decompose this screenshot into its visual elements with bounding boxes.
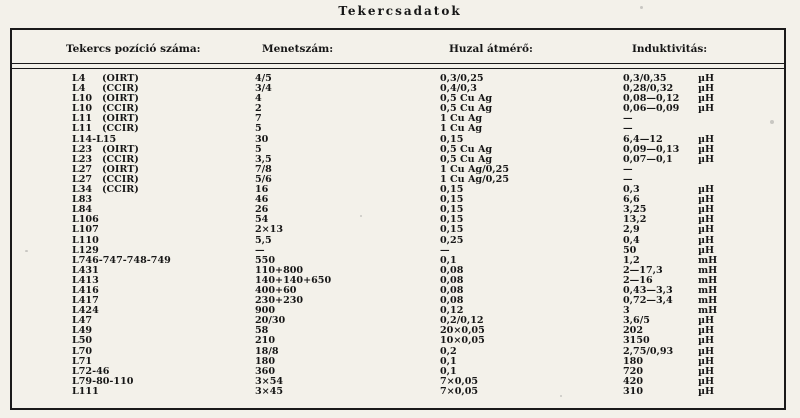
cell-unit: mH [698,305,718,317]
cell-turns: 400+60 [255,284,297,296]
cell-band: (OIRT) [102,73,139,84]
cell-unit: µH [698,93,715,105]
cell-wire: 0,1 [440,254,457,266]
cell-unit: µH [698,315,715,327]
cell-pos: L79-80-110 [72,375,134,387]
cell-turns: 2×13 [255,224,284,236]
cell-ind: — [623,123,633,135]
cell-unit: µH [698,83,715,95]
cell-pos: L110 [72,234,99,246]
table-row [0,336,800,346]
cell-unit: µH [698,345,715,357]
table-row [0,387,800,397]
cell-turns: 7/8 [255,163,272,175]
cell-turns: 900 [255,305,276,317]
cell-ind: 0,3 [623,184,640,196]
cell-ind: 2—17,3 [623,264,663,276]
cell-ind: 0,08—0,12 [623,93,680,105]
cell-turns: 360 [255,365,276,377]
cell-ind: — [623,173,633,185]
cell-pos: L84 [72,204,93,216]
cell-pos: L10 [72,103,93,115]
cell-wire: 0,5 Cu Ag [440,103,493,115]
cell-pos: L746-747-748-749 [72,254,171,266]
table-row [0,347,800,357]
cell-wire: 0,1 [440,355,457,367]
cell-turns: 5 [255,143,262,155]
cell-turns: 54 [255,214,269,226]
header-inductance: Induktivitás: [632,43,708,55]
cell-turns: 5 [255,123,262,135]
cell-wire: 0,1 [440,365,457,377]
cell-ind: 2—16 [623,274,653,286]
cell-band: (CCIR) [102,173,139,185]
cell-ind: 6,6 [623,194,640,206]
cell-pos: L417 [72,295,99,307]
table-row [0,326,800,336]
cell-unit: µH [698,214,715,226]
cell-wire: 1 Cu Ag [440,113,483,125]
cell-unit: µH [698,204,715,216]
cell-ind: 0,06—0,09 [623,103,680,115]
cell-turns: 3/4 [255,83,272,95]
cell-ind: 3150 [623,335,650,347]
cell-turns: 5/6 [255,173,272,185]
cell-pos: L70 [72,345,93,357]
table-row [0,124,800,134]
cell-wire: 20×0,05 [440,325,485,337]
cell-ind: 50 [623,244,637,256]
cell-band: (OIRT) [102,113,139,125]
cell-turns: 550 [255,254,276,266]
table-row [0,276,800,286]
cell-wire: 1 Cu Ag/0,25 [440,163,509,175]
scan-speck [25,250,28,252]
cell-ind: 3,25 [623,204,647,216]
cell-band: (CCIR) [102,123,139,135]
cell-wire: 0,15 [440,133,464,145]
table-row [0,185,800,195]
table-row [0,215,800,225]
cell-pos: L4 [72,83,86,95]
cell-pos: L34 [72,184,93,196]
table-row [0,377,800,387]
cell-unit: mH [698,254,718,266]
cell-ind: 13,2 [623,214,647,226]
cell-ind: 420 [623,375,644,387]
cell-pos: L27 [72,173,93,185]
header-position: Tekercs pozíció száma: [66,43,201,55]
table-row [0,357,800,367]
cell-unit: µH [698,355,715,367]
cell-wire: 0,3/0,25 [440,73,484,84]
cell-pos: L11 [72,113,93,125]
cell-wire: 7×0,05 [440,385,479,397]
cell-wire: 0,15 [440,224,464,236]
cell-pos: L4 [72,73,86,84]
cell-wire: 0,15 [440,214,464,226]
table-row [0,195,800,205]
table-row [0,266,800,276]
cell-pos: L49 [72,325,93,337]
table-row [0,236,800,246]
cell-turns: 30 [255,133,269,145]
cell-turns: 58 [255,325,269,337]
cell-wire: 0,25 [440,234,464,246]
cell-turns: 3×54 [255,375,284,387]
table-row [0,316,800,326]
header-rule-top [12,63,784,64]
cell-turns: 7 [255,113,262,125]
cell-turns: 18/8 [255,345,279,357]
cell-wire: 0,5 Cu Ag [440,143,493,155]
cell-pos: L424 [72,305,99,317]
cell-unit: µH [698,234,715,246]
cell-unit: µH [698,375,715,387]
cell-unit: µH [698,133,715,145]
cell-turns: 140+140+650 [255,274,332,286]
cell-ind: 310 [623,385,644,397]
cell-pos: L23 [72,143,93,155]
table-title: Tekercsadatok [338,4,462,18]
cell-pos: L431 [72,264,99,276]
cell-ind: — [623,113,633,125]
cell-unit: µH [698,224,715,236]
cell-ind: 0,4 [623,234,640,246]
cell-band: (CCIR) [102,153,139,165]
cell-wire: 0,2 [440,345,457,357]
cell-ind: 3,6/5 [623,315,650,327]
cell-pos: L416 [72,284,99,296]
cell-unit: µH [698,194,715,206]
cell-pos: L27 [72,163,93,175]
cell-wire: 7×0,05 [440,375,479,387]
cell-wire: 0,08 [440,284,464,296]
cell-pos: L71 [72,355,93,367]
cell-wire: 0,2/0,12 [440,315,484,327]
cell-wire: 0,4/0,3 [440,83,477,95]
cell-band: (OIRT) [102,93,139,105]
cell-turns: 4 [255,93,262,105]
cell-unit: µH [698,385,715,397]
cell-ind: 202 [623,325,644,337]
cell-turns: 230+230 [255,295,304,307]
cell-wire: 0,12 [440,305,464,317]
cell-unit: mH [698,274,718,286]
cell-unit: µH [698,153,715,165]
cell-ind: 0,28/0,32 [623,83,674,95]
cell-unit: mH [698,295,718,307]
cell-pos: L107 [72,224,99,236]
cell-pos: L23 [72,153,93,165]
cell-turns: 2 [255,103,262,115]
cell-turns: 110+800 [255,264,304,276]
cell-pos: L72-46 [72,365,110,377]
cell-wire: 0,15 [440,194,464,206]
cell-unit: µH [698,184,715,196]
cell-ind: 0,72—3,4 [623,295,673,307]
table-body [0,74,800,397]
table-row [0,205,800,215]
cell-unit: mH [698,264,718,276]
cell-pos: L10 [72,93,93,105]
cell-turns: 26 [255,204,269,216]
scan-speck [770,120,774,124]
scan-speck [640,6,643,9]
cell-turns: 20/30 [255,315,286,327]
cell-ind: 2,75/0,93 [623,345,674,357]
cell-band: (CCIR) [102,184,139,196]
cell-wire: 0,5 Cu Ag [440,93,493,105]
cell-wire: 1 Cu Ag [440,123,483,135]
cell-ind: 180 [623,355,644,367]
cell-pos: L47 [72,315,93,327]
cell-turns: 3,5 [255,153,272,165]
table-row [0,225,800,235]
scan-speck [360,215,362,217]
cell-pos: L14-L15 [72,133,117,145]
table-row [0,296,800,306]
cell-pos: L413 [72,274,99,286]
cell-ind: 1,2 [623,254,640,266]
header-rule-bottom [12,68,784,69]
cell-turns: 210 [255,335,276,347]
cell-wire: — [440,244,450,256]
header-turns: Menetszám: [262,43,334,55]
table-row [0,306,800,316]
cell-wire: 10×0,05 [440,335,485,347]
cell-turns: 16 [255,184,269,196]
cell-unit: µH [698,143,715,155]
cell-turns: — [255,244,265,256]
cell-ind: 2,9 [623,224,640,236]
header-wire: Huzal átmérő: [449,43,533,55]
cell-wire: 0,08 [440,264,464,276]
scan-speck [560,395,562,397]
cell-pos: L11 [72,123,93,135]
cell-ind: 0,09—0,13 [623,143,680,155]
cell-unit: µH [698,103,715,115]
table-row [0,256,800,266]
cell-pos: L83 [72,194,93,206]
cell-wire: 0,08 [440,274,464,286]
cell-ind: 0,43—3,3 [623,284,673,296]
cell-unit: mH [698,284,718,296]
cell-pos: L106 [72,214,99,226]
table-row [0,286,800,296]
cell-unit: µH [698,325,715,337]
cell-unit: µH [698,244,715,256]
cell-turns: 4/5 [255,73,272,84]
cell-pos: L50 [72,335,93,347]
cell-turns: 3×45 [255,385,284,397]
cell-unit: µH [698,365,715,377]
cell-pos: L129 [72,244,99,256]
cell-band: (CCIR) [102,83,139,95]
cell-pos: L111 [72,385,99,397]
cell-band: (CCIR) [102,103,139,115]
cell-ind: 0,07—0,1 [623,153,673,165]
cell-unit: µH [698,335,715,347]
cell-band: (OIRT) [102,143,139,155]
cell-ind: — [623,163,633,175]
cell-ind: 6,4—12 [623,133,663,145]
cell-wire: 0,15 [440,204,464,216]
cell-ind: 720 [623,365,644,377]
cell-unit: µH [698,73,715,84]
cell-band: (OIRT) [102,163,139,175]
cell-wire: 0,15 [440,184,464,196]
cell-wire: 0,5 Cu Ag [440,153,493,165]
cell-wire: 1 Cu Ag/0,25 [440,173,509,185]
cell-turns: 5,5 [255,234,272,246]
cell-ind: 0,3/0,35 [623,73,667,84]
cell-ind: 3 [623,305,630,317]
cell-wire: 0,08 [440,295,464,307]
cell-turns: 46 [255,194,269,206]
cell-turns: 180 [255,355,276,367]
